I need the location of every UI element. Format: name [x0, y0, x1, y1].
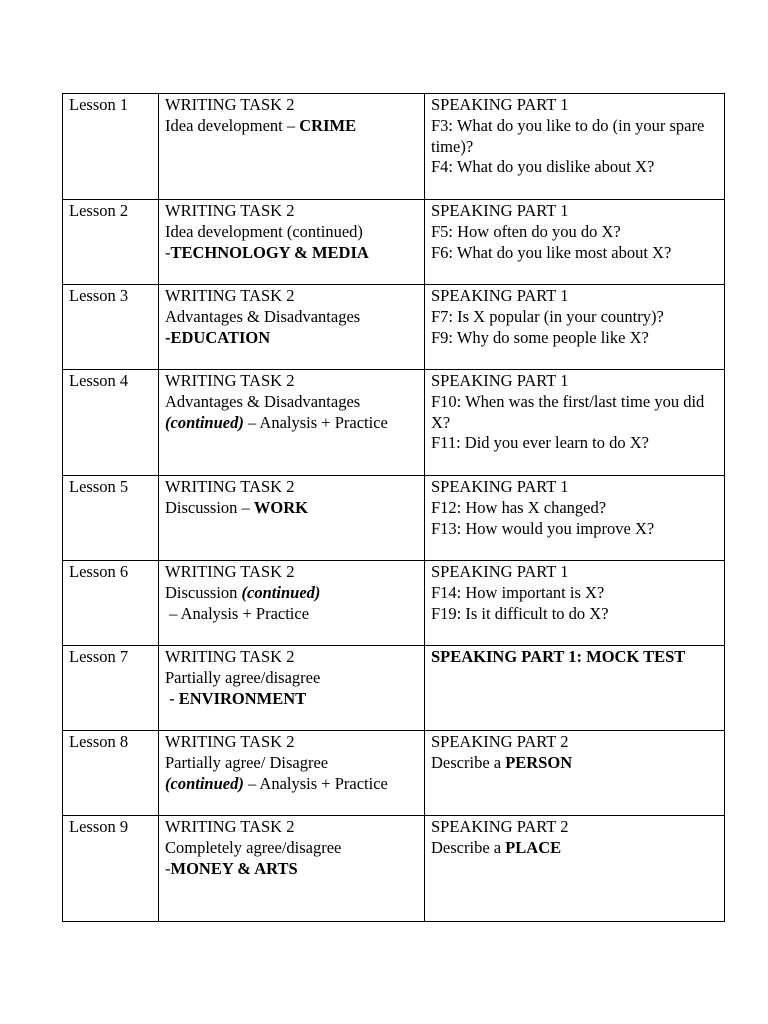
- writing-title: WRITING TASK 2: [165, 286, 295, 305]
- writing-title: WRITING TASK 2: [165, 817, 295, 836]
- lesson-cell: Lesson 4: [63, 370, 159, 476]
- writing-topic: Idea development (continued): [165, 221, 363, 241]
- table-row: [63, 370, 725, 476]
- speaking-title: SPEAKING PART 2: [431, 817, 569, 836]
- writing-cell: [159, 731, 425, 816]
- writing-cell: [159, 561, 425, 646]
- speaking-question: F7: Is X popular (in your country)?: [431, 306, 664, 326]
- writing-topic: Completely agree/disagree: [165, 837, 342, 857]
- writing-title: WRITING TASK 2: [165, 477, 295, 496]
- speaking-question: F6: What do you like most about X?: [431, 242, 672, 262]
- writing-topic: Idea development – CRIME: [165, 115, 357, 135]
- speaking-question: F11: Did you ever learn to do X?: [431, 433, 649, 453]
- speaking-question: F9: Why do some people like X?: [431, 327, 649, 347]
- speaking-question: F3: What do you like to do (in your spare time)?: [431, 115, 705, 156]
- writing-theme: - ENVIRONMENT: [165, 688, 307, 708]
- speaking-question: F14: How important is X?: [431, 582, 605, 602]
- table-row: [63, 561, 725, 646]
- writing-theme: -TECHNOLOGY & MEDIA: [165, 242, 369, 262]
- writing-theme: (continued) – Analysis + Practice: [165, 773, 388, 793]
- writing-cell: [159, 200, 425, 285]
- speaking-question: F12: How has X changed?: [431, 497, 607, 517]
- speaking-title: SPEAKING PART 1: [431, 286, 569, 305]
- table-row: [63, 731, 725, 816]
- lesson-schedule-table: [62, 93, 725, 922]
- writing-theme: – Analysis + Practice: [165, 603, 310, 623]
- speaking-cell: [425, 646, 725, 731]
- speaking-title: SPEAKING PART 1: [431, 477, 569, 496]
- speaking-title: SPEAKING PART 1: [431, 95, 569, 114]
- writing-title: WRITING TASK 2: [165, 201, 295, 220]
- lesson-cell: Lesson 2: [63, 200, 159, 285]
- speaking-cell: [425, 476, 725, 561]
- writing-cell: [159, 94, 425, 200]
- speaking-question: F19: Is it difficult to do X?: [431, 603, 609, 623]
- writing-topic: Discussion (continued): [165, 582, 321, 602]
- speaking-title: SPEAKING PART 1: [431, 562, 569, 581]
- table-row: [63, 476, 725, 561]
- writing-topic: Partially agree/ Disagree: [165, 752, 329, 772]
- writing-topic: Discussion – WORK: [165, 497, 309, 517]
- speaking-question: F13: How would you improve X?: [431, 518, 655, 538]
- writing-title: WRITING TASK 2: [165, 371, 295, 390]
- lesson-cell: Lesson 3: [63, 285, 159, 370]
- writing-title: WRITING TASK 2: [165, 562, 295, 581]
- speaking-question: F4: What do you dislike about X?: [431, 157, 655, 177]
- speaking-description: Describe a PLACE: [431, 837, 562, 857]
- lesson-cell: Lesson 1: [63, 94, 159, 200]
- writing-topic: Partially agree/disagree: [165, 667, 321, 687]
- writing-title: WRITING TASK 2: [165, 647, 295, 666]
- speaking-cell: [425, 94, 725, 200]
- lesson-cell: Lesson 7: [63, 646, 159, 731]
- lesson-cell: Lesson 9: [63, 816, 159, 922]
- writing-topic: Advantages & Disadvantages: [165, 391, 361, 411]
- speaking-question: F10: When was the first/last time you did X?: [431, 391, 705, 432]
- writing-cell: [159, 370, 425, 476]
- speaking-description: Describe a PERSON: [431, 752, 573, 772]
- table-row: [63, 200, 725, 285]
- table-row: [63, 646, 725, 731]
- speaking-cell: [425, 731, 725, 816]
- writing-title: WRITING TASK 2: [165, 732, 295, 751]
- writing-theme: (continued) – Analysis + Practice: [165, 412, 388, 432]
- speaking-cell: [425, 816, 725, 922]
- writing-theme: -EDUCATION: [165, 327, 271, 347]
- speaking-title: SPEAKING PART 1: [431, 371, 569, 390]
- writing-topic: Advantages & Disadvantages: [165, 306, 361, 326]
- table-row: [63, 816, 725, 922]
- writing-theme: -MONEY & ARTS: [165, 858, 298, 878]
- speaking-question: F5: How often do you do X?: [431, 221, 621, 241]
- writing-cell: [159, 646, 425, 731]
- speaking-cell: [425, 370, 725, 476]
- writing-title: WRITING TASK 2: [165, 95, 295, 114]
- lesson-cell: Lesson 6: [63, 561, 159, 646]
- speaking-cell: [425, 561, 725, 646]
- table-row: [63, 285, 725, 370]
- writing-cell: [159, 476, 425, 561]
- speaking-title: SPEAKING PART 2: [431, 732, 569, 751]
- speaking-title: SPEAKING PART 1: MOCK TEST: [431, 647, 686, 666]
- speaking-cell: [425, 200, 725, 285]
- lesson-cell: Lesson 8: [63, 731, 159, 816]
- writing-cell: [159, 816, 425, 922]
- speaking-title: SPEAKING PART 1: [431, 201, 569, 220]
- writing-cell: [159, 285, 425, 370]
- lesson-cell: Lesson 5: [63, 476, 159, 561]
- speaking-cell: [425, 285, 725, 370]
- table-row: [63, 94, 725, 200]
